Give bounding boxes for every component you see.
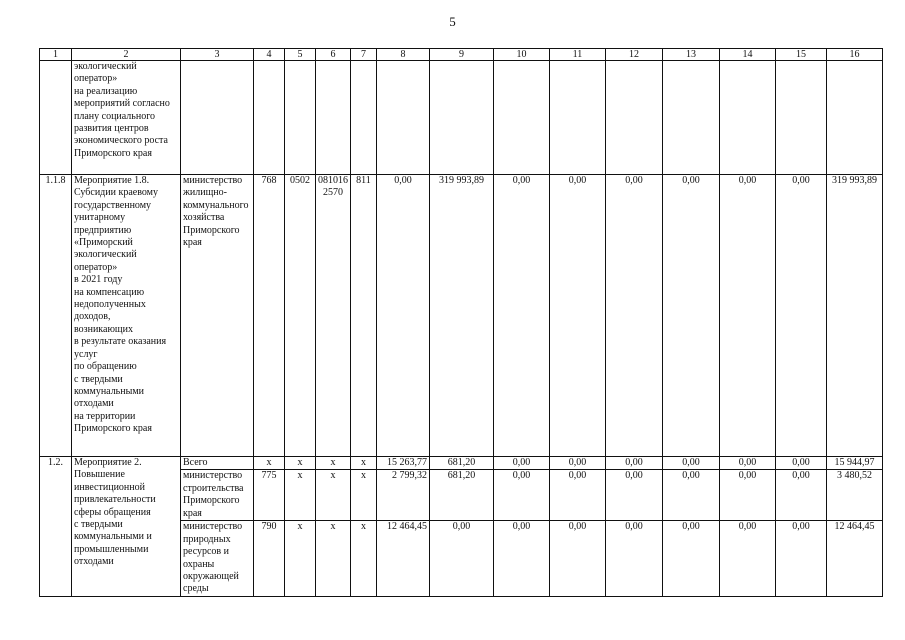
cell-col-16: 15 944,97 (827, 457, 883, 470)
column-header: 3 (181, 49, 254, 61)
cell-empty (606, 61, 663, 175)
cell-col-16: 319 993,89 (827, 175, 883, 457)
cell-col-12: 0,00 (606, 470, 663, 521)
column-header: 14 (720, 49, 776, 61)
cell-col-9: 0,00 (430, 521, 494, 596)
cell-col-16: 12 464,45 (827, 521, 883, 596)
executor-cell: министерство природных ресурсов и охраны окружающей среды (181, 521, 254, 596)
measure-name: Мероприятие 2. Повышение инвестиционной привлекательности сферы обращения с твердыми коммунальными и промышленными отходами (72, 457, 181, 597)
column-header: 10 (494, 49, 550, 61)
cell-col-12: 0,00 (606, 175, 663, 457)
column-header: 12 (606, 49, 663, 61)
cell-col-14: 0,00 (720, 470, 776, 521)
cell-col-8: 2 799,32 (377, 470, 430, 521)
column-header: 9 (430, 49, 494, 61)
cell-col-11: 0,00 (550, 521, 606, 596)
cell-col-13: 0,00 (663, 521, 720, 596)
executor-cell: министерство жилищно- коммунального хозяйства Приморского края (181, 175, 254, 457)
cell-col-6: х (316, 521, 351, 596)
cell-col-5: 0502 (285, 175, 316, 457)
cell-col-7: х (351, 457, 377, 470)
measure-name-continued: экологический оператор» на реализацию мероприятий согласно плану социального развития центров экономического роста Приморского края (72, 61, 181, 175)
cell-col-15: 0,00 (776, 175, 827, 457)
measure-number: 1.2. (40, 457, 72, 597)
cell-empty (776, 61, 827, 175)
cell-col-14: 0,00 (720, 521, 776, 596)
cell-col-13: 0,00 (663, 175, 720, 457)
cell-col-9: 681,20 (430, 470, 494, 521)
cell-col-8: 15 263,77 (377, 457, 430, 470)
column-header: 8 (377, 49, 430, 61)
cell-col-7: х (351, 521, 377, 596)
cell-col-6: 081016 2570 (316, 175, 351, 457)
cell-col-10: 0,00 (494, 521, 550, 596)
cell-col-10: 0,00 (494, 470, 550, 521)
cell-col-11: 0,00 (550, 470, 606, 521)
cell-col-9: 681,20 (430, 457, 494, 470)
cell-col-4: х (254, 457, 285, 470)
cell-col-12: 0,00 (606, 521, 663, 596)
cell-empty (494, 61, 550, 175)
column-header: 16 (827, 49, 883, 61)
cell-col-8: 12 464,45 (377, 521, 430, 596)
cell-empty (181, 61, 254, 175)
cell-col-13: 0,00 (663, 457, 720, 470)
cell-col-11: 0,00 (550, 175, 606, 457)
cell-empty (351, 61, 377, 175)
cell-empty (720, 61, 776, 175)
cell-empty (40, 61, 72, 175)
cell-col-14: 0,00 (720, 457, 776, 470)
column-header: 5 (285, 49, 316, 61)
cell-col-11: 0,00 (550, 457, 606, 470)
cell-empty (430, 61, 494, 175)
column-header: 11 (550, 49, 606, 61)
cell-col-6: х (316, 457, 351, 470)
column-header: 13 (663, 49, 720, 61)
column-header: 7 (351, 49, 377, 61)
measure-number: 1.1.8 (40, 175, 72, 457)
measure-name: Мероприятие 1.8. Субсидии краевому государственному унитарному предприятию «Приморский экологический оператор» в 2021 году на компенсацию недополученных доходов, возникающих в результате оказания услуг по обращению с твердыми коммунальными отходами на территории Приморского края (72, 175, 181, 457)
cell-empty (254, 61, 285, 175)
budget-table (39, 48, 883, 597)
cell-col-10: 0,00 (494, 175, 550, 457)
cell-empty (827, 61, 883, 175)
cell-col-13: 0,00 (663, 470, 720, 521)
cell-empty (663, 61, 720, 175)
column-header: 2 (72, 49, 181, 61)
executor-cell: министерство строительства Приморского края (181, 470, 254, 521)
table-row-measure-1-2-total (40, 457, 883, 470)
cell-empty (316, 61, 351, 175)
column-header: 4 (254, 49, 285, 61)
cell-col-7: х (351, 470, 377, 521)
cell-empty (550, 61, 606, 175)
cell-empty (285, 61, 316, 175)
column-header: 6 (316, 49, 351, 61)
executor-cell: Всего (181, 457, 254, 470)
cell-col-9: 319 993,89 (430, 175, 494, 457)
page-number: 5 (449, 14, 456, 29)
table-row-continuation (40, 61, 883, 175)
cell-col-14: 0,00 (720, 175, 776, 457)
cell-col-5: х (285, 470, 316, 521)
column-number-header-row (40, 49, 883, 61)
cell-empty (377, 61, 430, 175)
cell-col-10: 0,00 (494, 457, 550, 470)
cell-col-15: 0,00 (776, 457, 827, 470)
cell-col-5: х (285, 457, 316, 470)
table-row-measure-1-1-8 (40, 175, 883, 457)
column-header: 15 (776, 49, 827, 61)
cell-col-7: 811 (351, 175, 377, 457)
cell-col-15: 0,00 (776, 521, 827, 596)
cell-col-6: х (316, 470, 351, 521)
cell-col-15: 0,00 (776, 470, 827, 521)
cell-col-8: 0,00 (377, 175, 430, 457)
cell-col-16: 3 480,52 (827, 470, 883, 521)
cell-col-5: х (285, 521, 316, 596)
cell-col-4: 768 (254, 175, 285, 457)
cell-col-4: 775 (254, 470, 285, 521)
column-header: 1 (40, 49, 72, 61)
cell-col-12: 0,00 (606, 457, 663, 470)
cell-col-4: 790 (254, 521, 285, 596)
